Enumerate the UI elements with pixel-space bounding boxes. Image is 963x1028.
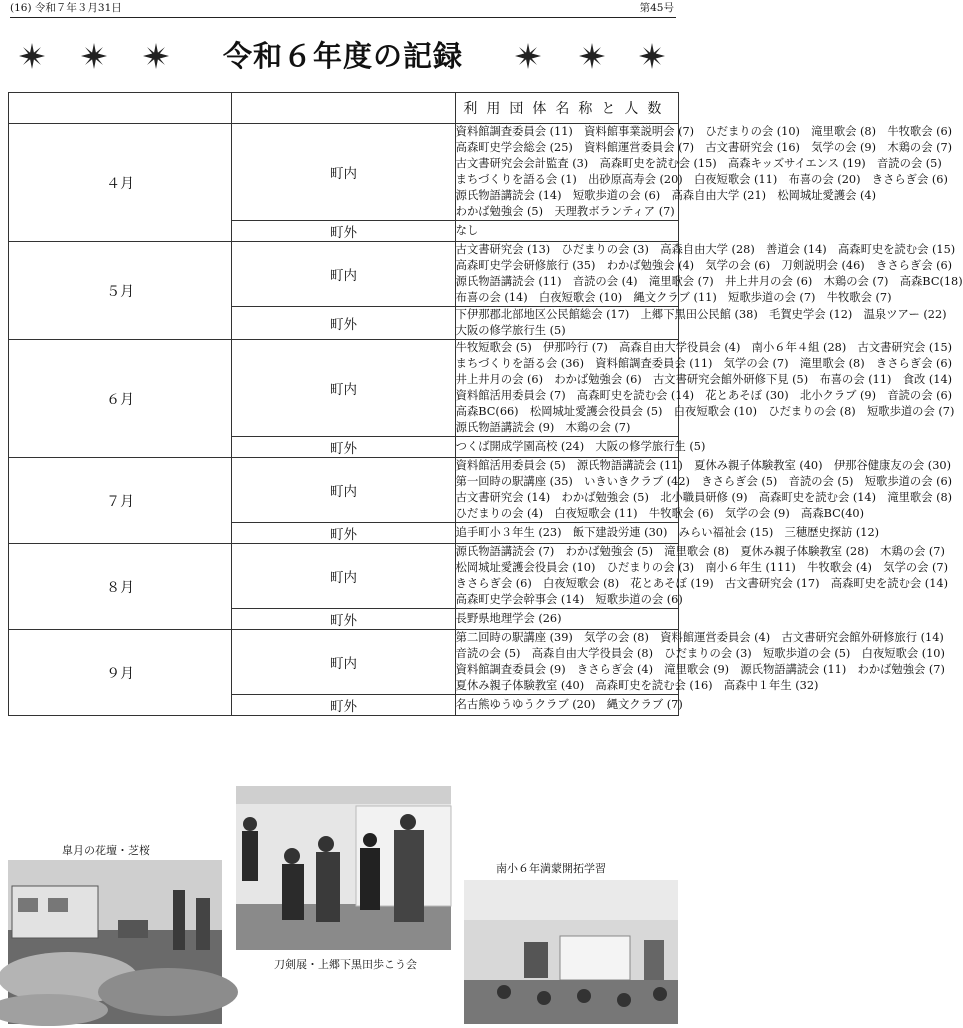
title-banner [0, 28, 686, 86]
month-row-in [9, 242, 679, 307]
photo-caption-sword-exhibit: 刀剣展・上郷下黒田歩こう会 [274, 958, 417, 971]
out-of-town-groups [455, 307, 947, 340]
in-town-groups [455, 242, 963, 307]
group-line: 資料館調査委員会 (9) きさらぎ会 (4) 滝里歌会 (9) 源氏物語講読会 (11) わかば勉強会 (7) [455, 663, 945, 676]
group-line: わかば勉強会 (5) 天理教ボランティア (7) [455, 205, 675, 218]
group-line: 源氏物語講読会 (9) 木鶏の会 (7) [455, 421, 631, 434]
month-label: ７月 [9, 458, 232, 544]
month-label: ４月 [9, 124, 232, 242]
out-of-town-label: 町外 [232, 307, 455, 340]
issue-number: 第45号 [639, 2, 674, 14]
group-line: 第一回時の駅講座 (35) いきいきクラブ (42) きさらぎ会 (5) 音読の会 (5) 短歌歩道の会 (6) [455, 475, 953, 488]
month-label: ５月 [9, 242, 232, 340]
out-of-town-groups [455, 609, 678, 630]
flowerbed-photo [8, 860, 222, 1024]
header-rule [10, 17, 676, 18]
group-line: 井上井月の会 (6) わかば勉強会 (6) 古文書研究会館外研修下見 (5) 布喜の会 (11) 食改 (14) [455, 373, 953, 386]
group-line: 大阪の修学旅行生 (5) [455, 324, 566, 337]
in-town-label: 町内 [232, 242, 455, 307]
school-study-image [464, 880, 678, 1024]
out-of-town-groups [455, 221, 678, 242]
group-line: 古文書研究会会計監査 (3) 高森町史を読む会 (15) 高森キッズサイエンス (19) 音読の会 (5) [455, 157, 942, 170]
month-row-in [9, 458, 679, 523]
group-line: 追手町小３年生 (23) 飯下建設労連 (30) みらい福祉会 (15) 三穂歴史探訪 (12) [455, 526, 880, 539]
group-line: 古文書研究会 (13) ひだまりの会 (3) 高森自由大学 (28) 善道会 (14) 高森町史を読む会 (15) [455, 243, 956, 256]
star-ornament-icon [514, 42, 542, 70]
out-of-town-label: 町外 [232, 523, 455, 544]
in-town-groups [455, 544, 948, 609]
out-of-town-groups [455, 437, 706, 458]
group-line: なし [455, 224, 479, 237]
in-town-groups [455, 124, 953, 221]
group-line: 高森町史学会研修旅行 (35) わかば勉強会 (4) 気学の会 (6) 刀剣説明会 (46) きさらぎ会 (6) [455, 259, 953, 272]
group-line: 資料館活用委員会 (7) 高森町史を読む会 (14) 花とあそぼ (30) 北小クラブ (9) 音読の会 (6) [455, 389, 953, 402]
month-label: ８月 [9, 544, 232, 630]
group-line: 牛牧短歌会 (5) 伊那吟行 (7) 高森自由大学役員会 (4) 南小６年４組 (28) 古文書研究会 (15) [455, 341, 953, 354]
month-row-in [9, 630, 679, 695]
records-table [8, 92, 963, 716]
group-line: 源氏物語講読会 (11) 音読の会 (4) 滝里歌会 (7) 井上井月の会 (6) 木鶏の会 (7) 高森BC(18) [455, 275, 963, 288]
star-ornament-icon [638, 42, 666, 70]
month-label: ９月 [9, 630, 232, 716]
in-town-label: 町内 [232, 630, 455, 695]
month-row-in [9, 124, 679, 221]
month-row-in [9, 544, 679, 609]
out-of-town-label: 町外 [232, 221, 455, 242]
out-of-town-label: 町外 [232, 695, 455, 716]
header-empty-month [9, 93, 232, 124]
group-line: 松岡城址愛護会役員会 (10) ひだまりの会 (3) 南小６年生 (111) 牛牧歌会 (4) 気学の会 (7) [455, 561, 948, 574]
photo-caption-flowerbed: 皐月の花壇・芝桜 [62, 844, 150, 857]
school-study-photo [464, 880, 678, 1024]
group-line: 高森町史学会総会 (25) 資料館運営委員会 (7) 古文書研究会 (16) 気学の会 (9) 木鶏の会 (7) [455, 141, 953, 154]
sword-exhibit-image [236, 786, 451, 950]
in-town-groups [455, 630, 945, 695]
out-of-town-groups [455, 695, 683, 716]
photo-caption-school-study: 南小６年満蒙開拓学習 [496, 862, 606, 875]
in-town-label: 町内 [232, 340, 455, 437]
group-line: まちづくりを語る会 (36) 資料館調査委員会 (11) 気学の会 (7) 滝里歌会 (8) きさらぎ会 (6) [455, 357, 952, 370]
group-line: 資料館活用委員会 (5) 源氏物語講読会 (11) 夏休み親子体験教室 (40) 伊那谷健康友の会 (30) [455, 459, 951, 472]
group-line: きさらぎ会 (6) 白夜短歌会 (8) 花とあそぼ (19) 古文書研究会 (17) 高森町史を読む会 (14) [455, 577, 948, 590]
in-town-label: 町内 [232, 124, 455, 221]
in-town-label: 町内 [232, 458, 455, 523]
group-line: 源氏物語講読会 (14) 短歌歩道の会 (6) 高森自由大学 (21) 松岡城址愛護会 (4) [455, 189, 877, 202]
table-header-row [9, 93, 679, 124]
out-of-town-label: 町外 [232, 437, 455, 458]
group-line: 資料館調査委員会 (11) 資料館事業説明会 (7) ひだまりの会 (10) 滝里歌会 (8) 牛牧歌会 (6) [455, 125, 953, 138]
month-row-in [9, 340, 679, 437]
out-of-town-label: 町外 [232, 609, 455, 630]
sword-exhibit-photo [236, 786, 451, 950]
group-line: まちづくりを語る会 (1) 出砂原高寿会 (20) 白夜短歌会 (11) 布喜の会 (20) きさらぎ会 (6) [455, 173, 948, 186]
star-ornament-icon [578, 42, 606, 70]
group-line: つくば開成学園高校 (24) 大阪の修学旅行生 (5) [455, 440, 706, 453]
in-town-label: 町内 [232, 544, 455, 609]
group-line: 源氏物語講読会 (7) わかば勉強会 (5) 滝里歌会 (8) 夏休み親子体験教室 (28) 木鶏の会 (7) [455, 545, 945, 558]
group-line: 下伊那郡北部地区公民館総会 (17) 上郷下黒田公民館 (38) 毛賀史学会 (12) 温泉ツアー (22) [455, 308, 947, 321]
group-line: 長野県地理学会 (26) [455, 612, 562, 625]
page-header [10, 0, 676, 16]
group-line: 高森町史学会幹事会 (14) 短歌歩道の会 (6) [455, 593, 683, 606]
group-line: 第二回時の駅講座 (39) 気学の会 (8) 資料館運営委員会 (4) 古文書研究会館外研修旅行 (14) [455, 631, 944, 644]
flowerbed-image [8, 860, 222, 1024]
group-line: 古文書研究会 (14) わかば勉強会 (5) 北小職員研修 (9) 高森町史を読む会 (14) 滝里歌会 (8) [455, 491, 953, 504]
in-town-groups [455, 458, 953, 523]
group-line: 音読の会 (5) 高森自由大学役員会 (8) ひだまりの会 (3) 短歌歩道の会 (5) 白夜短歌会 (10) [455, 647, 945, 660]
group-line: 夏休み親子体験教室 (40) 高森町史を読む会 (16) 高森中１年生 (32) [455, 679, 819, 692]
in-town-groups [455, 340, 955, 437]
header-empty-loc [232, 93, 455, 124]
month-label: ６月 [9, 340, 232, 458]
table-heading: 利用団体名称と人数 [455, 93, 678, 124]
page-title: 令和６年度の記録 [222, 39, 463, 73]
page-number-date: (16) 令和７年３月31日 [10, 2, 122, 14]
out-of-town-groups [455, 523, 880, 544]
group-line: 名古熊ゆうゆうクラブ (20) 縄文クラブ (7) [455, 698, 683, 711]
group-line: 高森BC(66) 松岡城址愛護会役員会 (5) 白夜短歌会 (10) ひだまりの会 (8) 短歌歩道の会 (7) [455, 405, 955, 418]
group-line: 布喜の会 (14) 白夜短歌会 (10) 縄文クラブ (11) 短歌歩道の会 (7) 牛牧歌会 (7) [455, 291, 892, 304]
group-line: ひだまりの会 (4) 白夜短歌会 (11) 牛牧歌会 (6) 気学の会 (9) 高森BC(40) [455, 507, 864, 520]
